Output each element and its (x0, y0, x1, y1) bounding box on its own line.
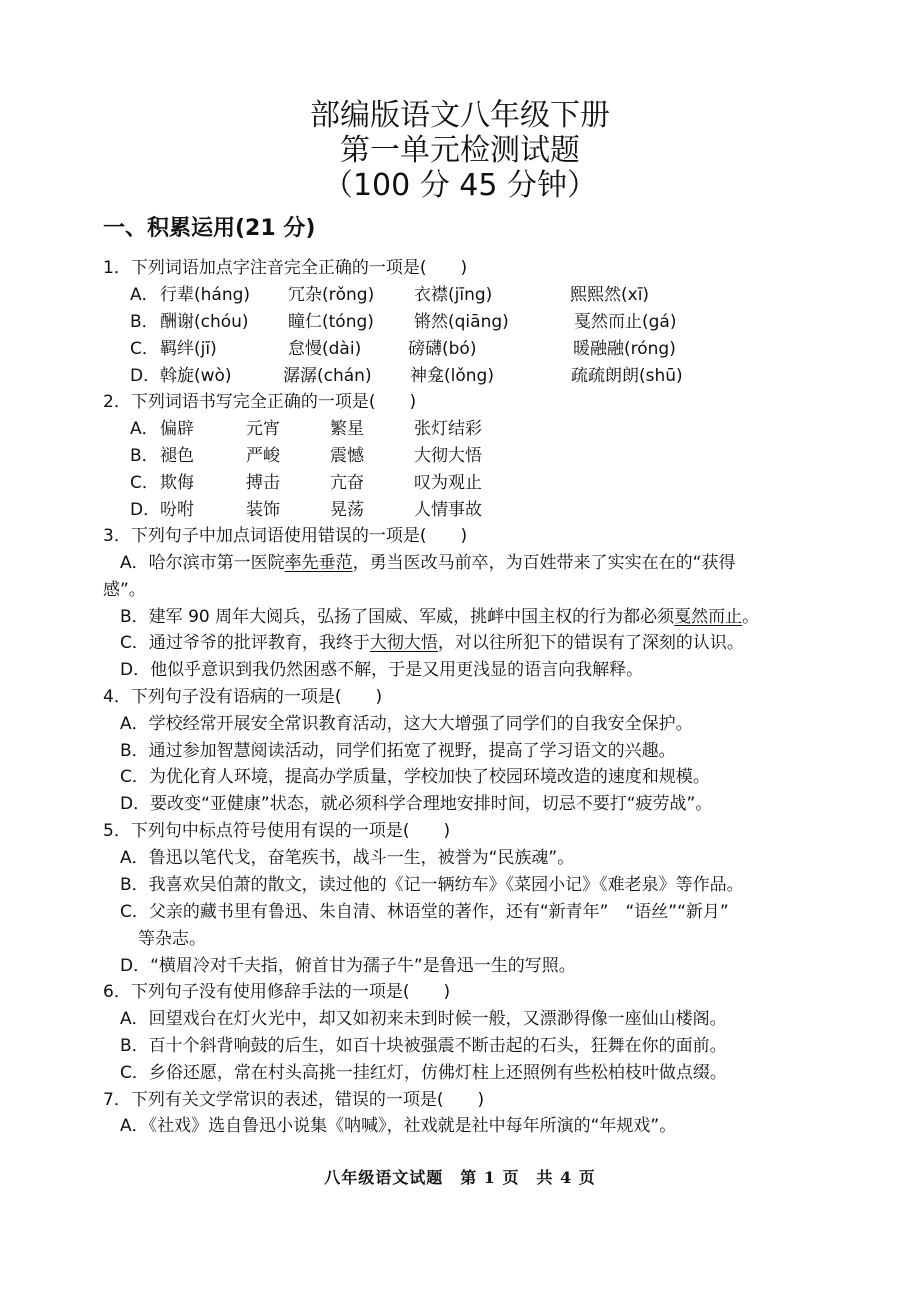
option-word: 行辈(háng) (160, 285, 251, 305)
question-4-option-b: B．通过参加智慧阅读活动，同学们拓宽了视野，提高了学习语文的兴趣。 (120, 741, 676, 761)
option-word: 疏疏朗朗(shū) (571, 366, 683, 386)
option-word: 搏击 (246, 473, 280, 493)
underlined-phrase: 率先垂范 (284, 553, 353, 573)
option-word: 怠慢(dài) (288, 339, 362, 359)
option-word: 张灯结彩 (414, 419, 482, 439)
question-4-option-a: A．学校经常开展安全常识教育活动，这大大增强了同学们的自我安全保护。 (120, 714, 693, 734)
question-5-option-c: C．父亲的藏书里有鲁迅、朱自清、林语堂的著作，还有“新青年” “语丝”“新月” (120, 902, 729, 922)
question-5-option-b: B．我喜欢吴伯萧的散文，读过他的《记一辆纺车》《菜园小记》《难老泉》等作品。 (120, 875, 744, 895)
option-word: 神龛(lǒng) (410, 366, 494, 386)
option-word: 磅礴(bó) (408, 339, 477, 359)
option-word: 震憾 (330, 446, 364, 466)
question-4-option-c: C．为优化育人环境，提高办学质量，学校加快了校园环境改造的速度和规模。 (120, 767, 710, 787)
option-word: 严峻 (246, 446, 280, 466)
option-word: 装饰 (246, 500, 280, 520)
option-label: D． (130, 500, 161, 520)
question-4-option-d: D．要改变“亚健康”状态，就必须科学合理地安排时间，切忌不要打“疲劳战”。 (120, 794, 713, 814)
question-6-option-c: C．乡俗还愿，常在村头高挑一挂红灯，仿佛灯柱上还照例有些松柏枝叶做点缀。 (120, 1063, 727, 1083)
option-word: 褪色 (160, 446, 194, 466)
option-text: ，勇当医改马前卒，为百姓带来了实实在在的“获得 (352, 553, 736, 573)
page-footer: 八年级语文试题 第 1 页 共 4 页 (324, 1168, 596, 1187)
question-5-option-a: A．鲁迅以笔代戈，奋笔疾书，战斗一生，被誉为“民族魂”。 (120, 848, 575, 868)
question-6-option-b: B．百十个斜背响鼓的后生，如百十块被强震不断击起的石头，狂舞在你的面前。 (120, 1036, 727, 1056)
question-6-option-a: A．回望戏台在灯火光中，却又如初来未到时候一般，又漂渺得像一座仙山楼阁。 (120, 1009, 727, 1029)
section-heading: 一、积累运用(21 分) (103, 216, 316, 241)
option-word: 繁星 (330, 419, 364, 439)
question-3-stem: 3．下列句子中加点词语使用错误的一项是( ) (103, 526, 468, 546)
exam-subtitle: 第一单元检测试题 (340, 133, 580, 168)
option-label: A． (130, 285, 159, 305)
underlined-phrase: 大彻大悟 (369, 633, 438, 653)
option-word: 亢奋 (330, 473, 364, 493)
question-3-option-a (120, 552, 735, 574)
option-word: 熙熙然(xī) (570, 285, 650, 305)
option-word: 酬谢(chóu) (160, 312, 249, 332)
option-word: 偏辟 (160, 419, 194, 439)
question-7-option-a: A．《社戏》选自鲁迅小说集《呐喊》，社戏就是社中每年所演的“年规戏”。 (120, 1116, 677, 1136)
option-text: B．建军 90 周年大阅兵，弘扬了国威、军威，挑衅中国主权的行为都必须 (120, 607, 675, 627)
option-word: 戛然而止(gá) (574, 312, 677, 332)
option-word: 大彻大悟 (414, 446, 482, 466)
option-text: A．哈尔滨市第一医院 (120, 553, 285, 573)
exam-score-time: （100 分 45 分钟） (322, 168, 598, 203)
option-word: 吩咐 (160, 500, 194, 520)
question-7-stem: 7．下列有关文学常识的表述，错误的一项是( ) (103, 1090, 485, 1110)
option-word: 叹为观止 (414, 473, 482, 493)
option-label: C． (130, 339, 159, 359)
question-3-option-b (120, 606, 759, 628)
option-label: D． (130, 366, 161, 386)
option-word: 欺侮 (160, 473, 194, 493)
option-word: 斡旋(wò) (160, 366, 232, 386)
option-label: A． (130, 419, 159, 439)
exam-title: 部编版语文八年级下册 (310, 98, 610, 133)
question-3-option-d: D．他似乎意识到我仍然困惑不解，于是又用更浅显的语言向我解释。 (120, 660, 644, 680)
option-label: C． (130, 473, 159, 493)
option-label: B． (130, 312, 159, 332)
option-word: 人情事故 (414, 500, 482, 520)
option-word: 羁绊(jī) (160, 339, 217, 359)
option-word: 衣襟(jīng) (414, 285, 493, 305)
question-4-stem: 4．下列句子没有语病的一项是( ) (103, 687, 383, 707)
option-word: 冗杂(rǒng) (288, 285, 375, 305)
question-3-option-c (120, 632, 744, 654)
question-1-stem: 1．下列词语加点字注音完全正确的一项是( ) (103, 258, 468, 278)
question-5-option-d: D．“横眉冷对千夫指，俯首甘为孺子牛”是鲁迅一生的写照。 (120, 956, 576, 976)
question-2-stem: 2．下列词语书写完全正确的一项是( ) (103, 392, 417, 412)
question-5-option-c-cont: 等杂志。 (138, 929, 206, 949)
question-5-stem: 5．下列句中标点符号使用有误的一项是( ) (103, 821, 451, 841)
option-word: 暖融融(róng) (573, 339, 676, 359)
option-word: 瞳仁(tóng) (288, 312, 374, 332)
underlined-phrase: 戛然而止 (674, 607, 743, 627)
option-word: 锵然(qiāng) (414, 312, 509, 332)
option-word: 潺潺(chán) (283, 366, 372, 386)
option-word: 元宵 (246, 419, 280, 439)
option-label: B． (130, 446, 159, 466)
option-text: ，对以往所犯下的错误有了深刻的认识。 (437, 633, 744, 653)
question-6-stem: 6．下列句子没有使用修辞手法的一项是( ) (103, 982, 451, 1002)
option-text: C．通过爷爷的批评教育，我终于 (120, 633, 370, 653)
option-word: 晃荡 (330, 500, 364, 520)
option-text: 。 (742, 607, 760, 627)
question-3-option-a-cont: 感”。 (103, 580, 146, 600)
